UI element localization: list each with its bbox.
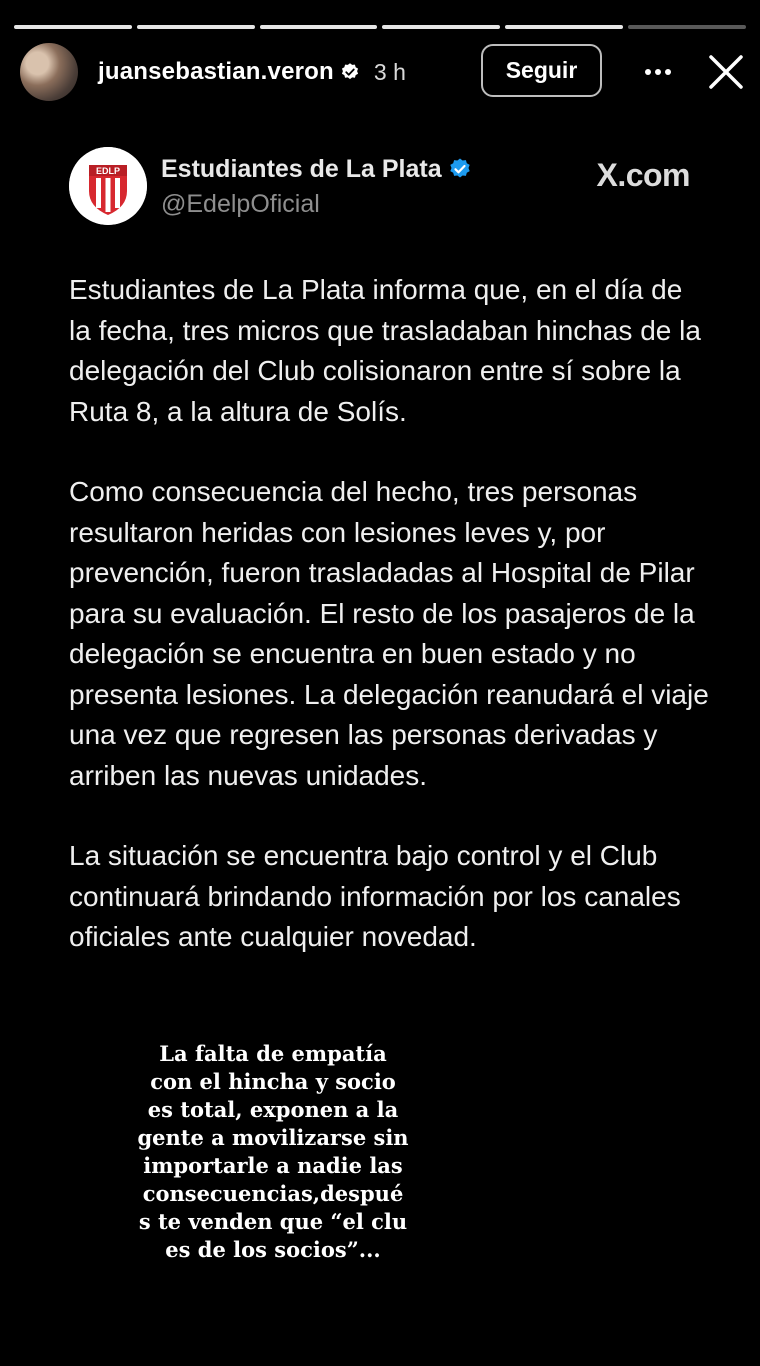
close-icon[interactable] xyxy=(706,52,746,92)
x-com-logo: X.com xyxy=(596,157,690,193)
story-overlay-text: La falta de empatía con el hincha y socio es total, exponen a la gente a movilizarse sin importarle a nadie las consecuencias,despué s te venden que “el clu es de los socios”... xyxy=(137,1041,409,1262)
story-header xyxy=(20,42,744,102)
post-time: 3 h xyxy=(373,58,406,85)
tweet-author-name-text: Estudiantes de La Plata xyxy=(161,155,442,183)
verified-badge-icon xyxy=(340,62,360,82)
progress-segment xyxy=(505,25,623,29)
progress-segment xyxy=(137,25,255,29)
logo-text: EDLP xyxy=(95,166,121,176)
story-progress-bar xyxy=(14,25,746,29)
tweet-paragraph: Como consecuencia del hecho, tres personas resultaron heridas con lesiones leves y, por prevención, fueron trasladadas al Hospital de Pilar para su evaluación. El resto de los pasajeros de la delegación se encuentra en buen estado y no presenta lesiones. La delegación reanudará el viaje una vez que regresen las personas derivadas y arriben las nuevas unidades. xyxy=(69,476,709,791)
progress-segment xyxy=(14,25,132,29)
verified-badge-icon xyxy=(448,157,472,181)
tweet-author-handle: @EdelpOficial xyxy=(161,190,320,218)
tweet-author-name xyxy=(161,155,472,184)
tweet-header xyxy=(69,147,700,227)
follow-button[interactable]: Seguir xyxy=(481,44,602,97)
username[interactable]: juansebastian.veron xyxy=(98,58,334,85)
progress-segment xyxy=(628,25,746,29)
tweet-text xyxy=(69,270,709,998)
progress-segment xyxy=(382,25,500,29)
tweet-paragraph: La situación se encuentra bajo control y el Club continuará brindando información por los canales oficiales ante cualquier novedad. xyxy=(69,840,681,952)
avatar[interactable] xyxy=(20,43,78,101)
progress-segment xyxy=(260,25,378,29)
more-horizontal-icon[interactable] xyxy=(638,52,678,92)
tweet-paragraph: Estudiantes de La Plata informa que, en el día de la fecha, tres micros que trasladaban hinchas de la delegación del Club colisionaron entre sí sobre la Ruta 8, a la altura de Solís. xyxy=(69,274,701,427)
club-shield-logo xyxy=(69,147,147,225)
